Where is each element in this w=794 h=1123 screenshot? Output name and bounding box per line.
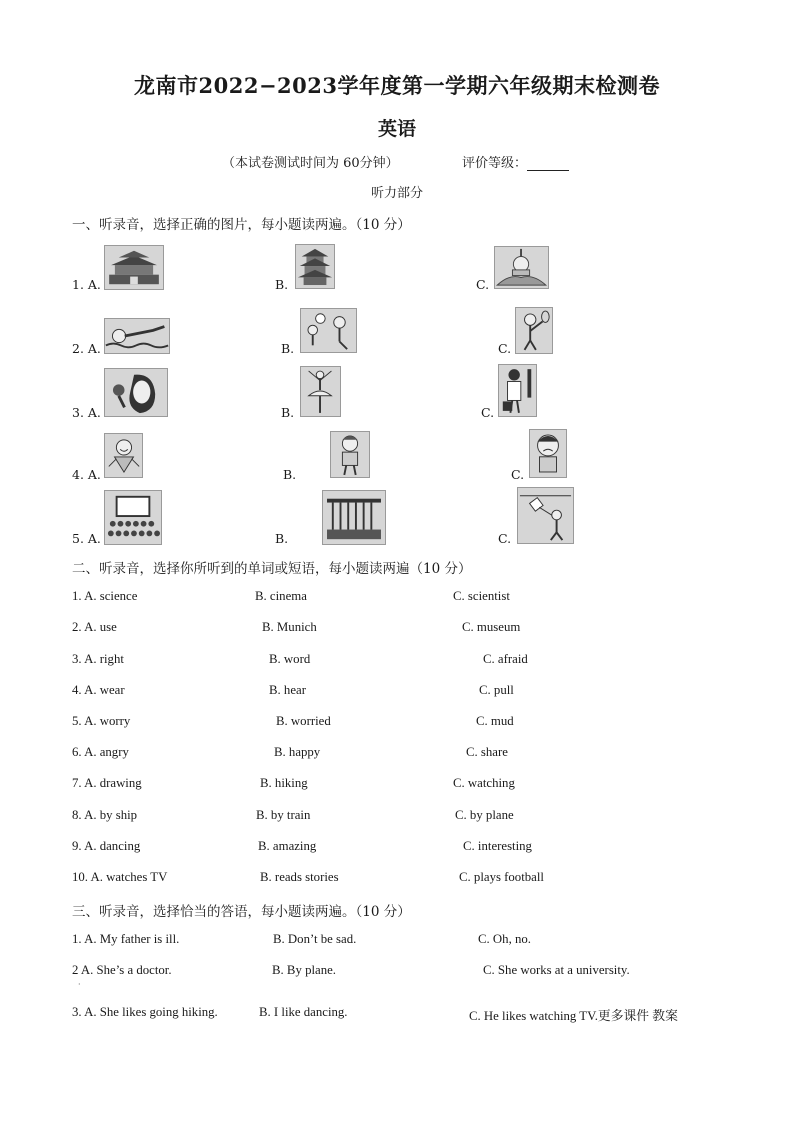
grade-blank[interactable] [527,158,569,171]
part-heading: 听力部分 [370,186,423,201]
page-title: 龙南市2022−2023学年度第一学期六年级期末检测卷 [134,73,660,98]
grade-field [462,152,569,171]
q5-label-a: 5. A. [72,531,101,546]
s3-q2-option-b[interactable]: B. By plane. [272,963,336,977]
q3-label-b: B. [281,405,295,420]
s2-q7-option-a[interactable]: 7. A. drawing [72,776,142,790]
cinema-icon[interactable] [104,490,162,545]
s2-q10-option-c[interactable]: C. plays football [459,870,544,884]
time-note: （本试卷测试时间为 60分钟） [222,156,399,171]
happy-girl-icon[interactable] [104,433,143,478]
s2-q9-option-b[interactable]: B. amazing [258,839,317,853]
q3-label-c: C. [481,405,495,420]
s3-q2-option-a[interactable]: 2 A. She’s a doctor. [72,963,172,977]
q3-label-a: 3. A. [72,405,101,420]
q5-label-b: B. [275,531,289,546]
s3-q1-option-c[interactable]: C. Oh, no. [478,932,531,946]
swimming-icon[interactable] [104,318,170,354]
s2-q4-option-c[interactable]: C. pull [479,683,514,697]
boy-icon[interactable] [330,431,370,478]
s2-q9-option-a[interactable]: 9. A. dancing [72,839,141,853]
s2-q4-option-a[interactable]: 4. A. wear [72,683,125,697]
sad-boy-icon[interactable] [529,429,567,478]
s2-q8-option-c[interactable]: C. by plane [455,808,514,822]
section2-heading: 二、听录音，选择你所听到的单词或短语，每小题读两遍（10 分） [72,561,472,577]
s2-q3-option-a[interactable]: 3. A. right [72,652,124,666]
q4-label-b: B. [283,467,297,482]
s2-q2-option-c[interactable]: C. museum [462,620,521,634]
s2-q10-option-b[interactable]: B. reads stories [260,870,339,884]
s2-q10-option-a[interactable]: 10. A. watches TV [72,870,168,884]
q1-label-c: C. [476,277,490,292]
q4-label-c: C. [511,467,525,482]
tiananmen-icon[interactable] [104,245,164,290]
s2-q3-option-b[interactable]: B. word [269,652,311,666]
q1-label-a: 1. A. [72,277,101,292]
s2-q5-option-c[interactable]: C. mud [476,714,514,728]
s2-q6-option-b[interactable]: B. happy [274,745,321,759]
s2-q1-option-a[interactable]: 1. A. science [72,589,138,603]
s2-q2-option-a[interactable]: 2. A. use [72,620,117,634]
s2-q8-option-b[interactable]: B. by train [256,808,311,822]
s2-q7-option-b[interactable]: B. hiking [260,776,308,790]
playing-football-icon[interactable] [300,308,357,353]
white-pagoda-icon[interactable] [494,246,549,289]
s3-q3-option-c[interactable]: C. He likes watching TV.更多课件 教案 [469,1009,678,1023]
subject-title: 英语 [377,118,416,140]
q5-label-c: C. [498,531,512,546]
ballet-dancer-icon[interactable] [300,366,341,417]
s2-q8-option-a[interactable]: 8. A. by ship [72,808,138,822]
section1-heading: 一、听录音，选择正确的图片，每小题读两遍。（10 分） [72,217,411,233]
q4-label-a: 4. A. [72,467,101,482]
s2-q1-option-c[interactable]: C. scientist [453,589,510,603]
cleaner-icon[interactable] [498,364,537,417]
stray-mark: · [78,980,81,989]
s2-q3-option-c[interactable]: C. afraid [483,652,528,666]
pagoda-icon[interactable] [295,244,335,289]
grade-label: 评价等级： [462,156,528,171]
q2-label-a: 2. A. [72,341,101,356]
s3-q3-option-b[interactable]: B. I like dancing. [259,1005,348,1019]
singer-microphone-icon[interactable] [104,368,168,417]
section3-heading: 三、听录音，选择恰当的答语，每小题读两遍。（10 分） [72,904,411,920]
s2-q9-option-c[interactable]: C. interesting [463,839,532,853]
s3-q1-option-a[interactable]: 1. A. My father is ill. [72,932,180,946]
building-icon[interactable] [322,490,386,545]
s2-q5-option-a[interactable]: 5. A. worry [72,714,131,728]
s2-q4-option-b[interactable]: B. hear [269,683,306,697]
q2-label-c: C. [498,341,512,356]
s3-q3-option-a[interactable]: 3. A. She likes going hiking. [72,1005,218,1019]
s2-q5-option-b[interactable]: B. worried [276,714,331,728]
s2-q6-option-c[interactable]: C. share [466,745,508,759]
q2-label-b: B. [281,341,295,356]
s2-q2-option-b[interactable]: B. Munich [262,620,317,634]
s2-q6-option-a[interactable]: 6. A. angry [72,745,129,759]
q1-label-b: B. [275,277,289,292]
s3-q1-option-b[interactable]: B. Don’t be sad. [273,932,357,946]
s2-q7-option-c[interactable]: C. watching [453,776,515,790]
playing-badminton-icon[interactable] [515,307,553,354]
flying-kite-icon[interactable] [517,487,574,544]
s2-q1-option-b[interactable]: B. cinema [255,589,307,603]
s3-q2-option-c[interactable]: C. She works at a university. [483,963,630,977]
